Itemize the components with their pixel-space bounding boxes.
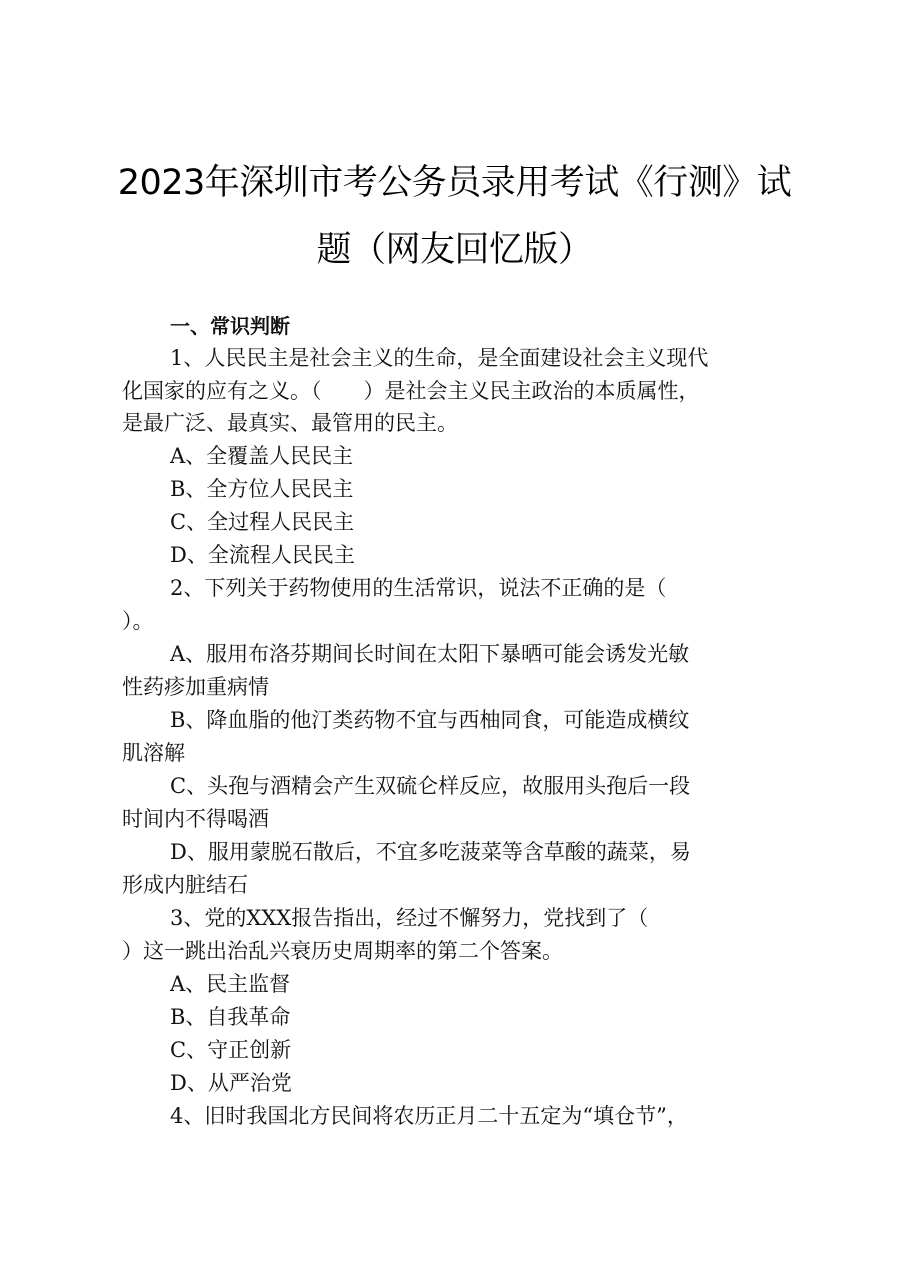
question-stem-line: 4、旧时我国北方民间将农历正月二十五定为“填仓节”，: [170, 1104, 688, 1128]
option-b: B、自我革命: [170, 1005, 291, 1029]
option-a-continued: 性药疹加重病情: [122, 675, 269, 699]
option-c-continued: 时间内不得喝酒: [122, 807, 269, 831]
option-c: C、头孢与酒精会产生双硫仑样反应，故服用头孢后一段: [170, 774, 691, 798]
option-c: C、全过程人民民主: [170, 510, 355, 534]
option-a: A、全覆盖人民民主: [170, 444, 354, 468]
option-d: D、服用蒙脱石散后，不宜多吃菠菜等含草酸的蔬菜，易: [170, 840, 691, 864]
question-stem-line: ）。: [122, 609, 154, 633]
option-a: A、服用布洛芬期间长时间在太阳下暴晒可能会诱发光敏: [170, 642, 690, 666]
question-stem-line: 2、下列关于药物使用的生活常识，说法不正确的是（: [170, 576, 667, 600]
option-b-continued: 肌溶解: [122, 741, 185, 765]
question-stem-line: ）这一跳出治乱兴衰历史周期率的第二个答案。: [122, 939, 563, 963]
question-stem-line: 1、人民民主是社会主义的生命，是全面建设社会主义现代: [170, 346, 709, 370]
option-a: A、民主监督: [170, 972, 291, 996]
question-stem-line: 3、党的XXX报告指出，经过不懈努力，党找到了（: [170, 906, 649, 930]
option-d: D、从严治党: [170, 1071, 292, 1095]
document-title-line-1: 2023年深圳市考公务员录用考试《行测》试: [117, 163, 792, 203]
question-stem-line: 是最广泛、最真实、最管用的民主。: [122, 411, 458, 435]
section-heading: 一、常识判断: [170, 314, 290, 338]
option-d: D、全流程人民民主: [170, 543, 355, 567]
document-title-line-2: 题（网友回忆版）: [316, 230, 593, 270]
question-stem-line: 化国家的应有之义。（ ）是社会主义民主政治的本质属性，: [122, 379, 700, 403]
option-d-continued: 形成内脏结石: [122, 873, 248, 897]
option-c: C、守正创新: [170, 1038, 292, 1062]
option-b: B、降血脂的他汀类药物不宜与西柚同食，可能造成横纹: [170, 708, 690, 732]
option-b: B、全方位人民民主: [170, 477, 354, 501]
